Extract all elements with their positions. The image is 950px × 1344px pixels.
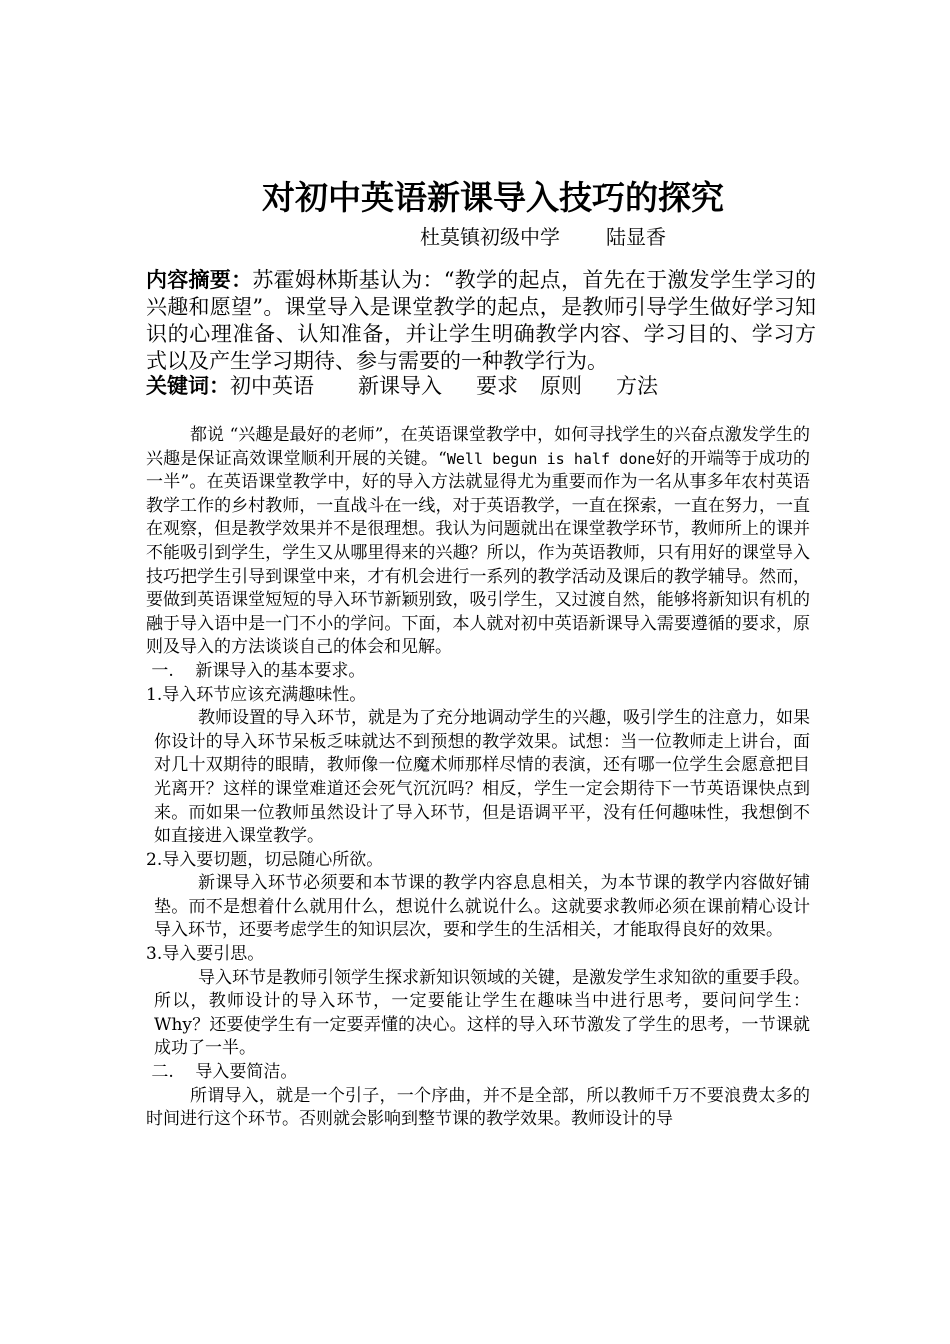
intro-quote: Well begun is half done	[446, 449, 656, 468]
abstract	[146, 266, 816, 375]
keyword: 初中英语	[230, 374, 314, 398]
intro-text-b: 好的开端等于成功的一半”。在英语课堂教学中，好的导入方法就显得尤为重要而作为一名从事多年农村英语教学工作的乡村教师，一直战斗在一线，对于英语教学，一直在探索，一直在努力，一直在观察，但是教学效果并不是很理想。我认为问题就出在课堂教学环节，教师所上的课并不能吸引到学生，学生又从哪里得来的兴趣？所以，作为英语教师，只有用好的课堂导入技巧把学生引导到课堂中来，才有机会进行一系列的教学活动及课后的教学辅导。然而，要做到英语课堂短短的导入环节新颖别致，吸引学生，又过渡自然，能够将新知识有机的融于导入语中是一门不小的学问。下面，本人就对初中英语新课导入需要遵循的要求，原则及导入的方法谈谈自己的体会和见解。	[146, 448, 810, 658]
intro-text-a: 都说 “兴趣是最好的老师”，在英语课堂教学中，如何寻找学生的兴奋点激发学生的兴趣是保证高效课堂顺利开展的关键。“	[146, 425, 810, 469]
item-paragraph-3: 导入环节是教师引领学生探求新知识领域的关键，是激发学生求知欲的重要手段。所以，教师设计的导入环节，一定要能让学生在趣味当中进行思考，要问问学生：Why？还要使学生有一定要弄懂的决心。这样的导入环节激发了学生的思考，一节课就成功了一半。	[154, 967, 810, 1059]
keyword: 原则	[540, 374, 582, 398]
section-heading-1: 一. 新课导入的基本要求。	[146, 660, 366, 681]
keyword: 要求	[476, 374, 518, 398]
item-heading-2: 2.导入要切题，切忌随心所欲。	[146, 849, 384, 870]
author-school: 杜莫镇初级中学	[420, 225, 560, 249]
body-text	[146, 424, 810, 1132]
document-title: 对初中英语新课导入技巧的探究	[262, 178, 724, 217]
abstract-label: 内容摘要：	[146, 267, 253, 292]
item-heading-1: 1.导入环节应该充满趣味性。	[146, 684, 367, 705]
intro-paragraph	[146, 424, 810, 660]
keywords-label: 关键词：	[146, 373, 230, 398]
item-paragraph-2: 新课导入环节必须要和本节课的教学内容息息相关，为本节课的教学内容做好铺垫。而不是想着什么就用什么，想说什么就说什么。这就要求教师必须在课前精心设计导入环节，还要考虑学生的知识层次，要和学生的生活相关，才能取得良好的效果。	[154, 873, 810, 941]
abstract-text: 苏霍姆林斯基认为：“教学的起点，首先在于激发学生学习的兴趣和愿望”。课堂导入是课堂教学的起点，是教师引导学生做好学习知识的心理准备、认知准备，并让学生明确教学内容、学习目的、学习方式以及产生学习期待、参与需要的一种教学行为。	[146, 268, 817, 373]
keyword: 新课导入	[358, 374, 442, 398]
item-paragraph-1: 教师设置的导入环节，就是为了充分地调动学生的兴趣，吸引学生的注意力，如果你设计的导入环节呆板乏味就达不到预想的教学效果。试想：当一位教师走上讲台，面对几十双期待的眼睛，教师像一位魔术师那样尽情的表演，还有哪一位学生会愿意把目光离开？这样的课堂难道还会死气沉沉吗？相反，学生一定会期待下一节英语课快点到来。而如果一位教师虽然设计了导入环节，但是语调平平，没有任何趣味性，我想倒不如直接进入课堂教学。	[154, 708, 810, 847]
keyword: 方法	[616, 374, 658, 398]
item-heading-3: 3.导入要引思。	[146, 944, 265, 965]
section-heading-2: 二. 导入要简洁。	[146, 1062, 298, 1083]
author-name: 陆显香	[606, 225, 666, 249]
section-paragraph-2: 所谓导入，就是一个引子，一个序曲，并不是全部，所以教师千万不要浪费太多的时间进行这个环节。否则就会影响到整节课的教学效果。教师设计的导	[146, 1085, 810, 1130]
keywords-line	[146, 372, 816, 400]
author-line	[420, 222, 666, 252]
